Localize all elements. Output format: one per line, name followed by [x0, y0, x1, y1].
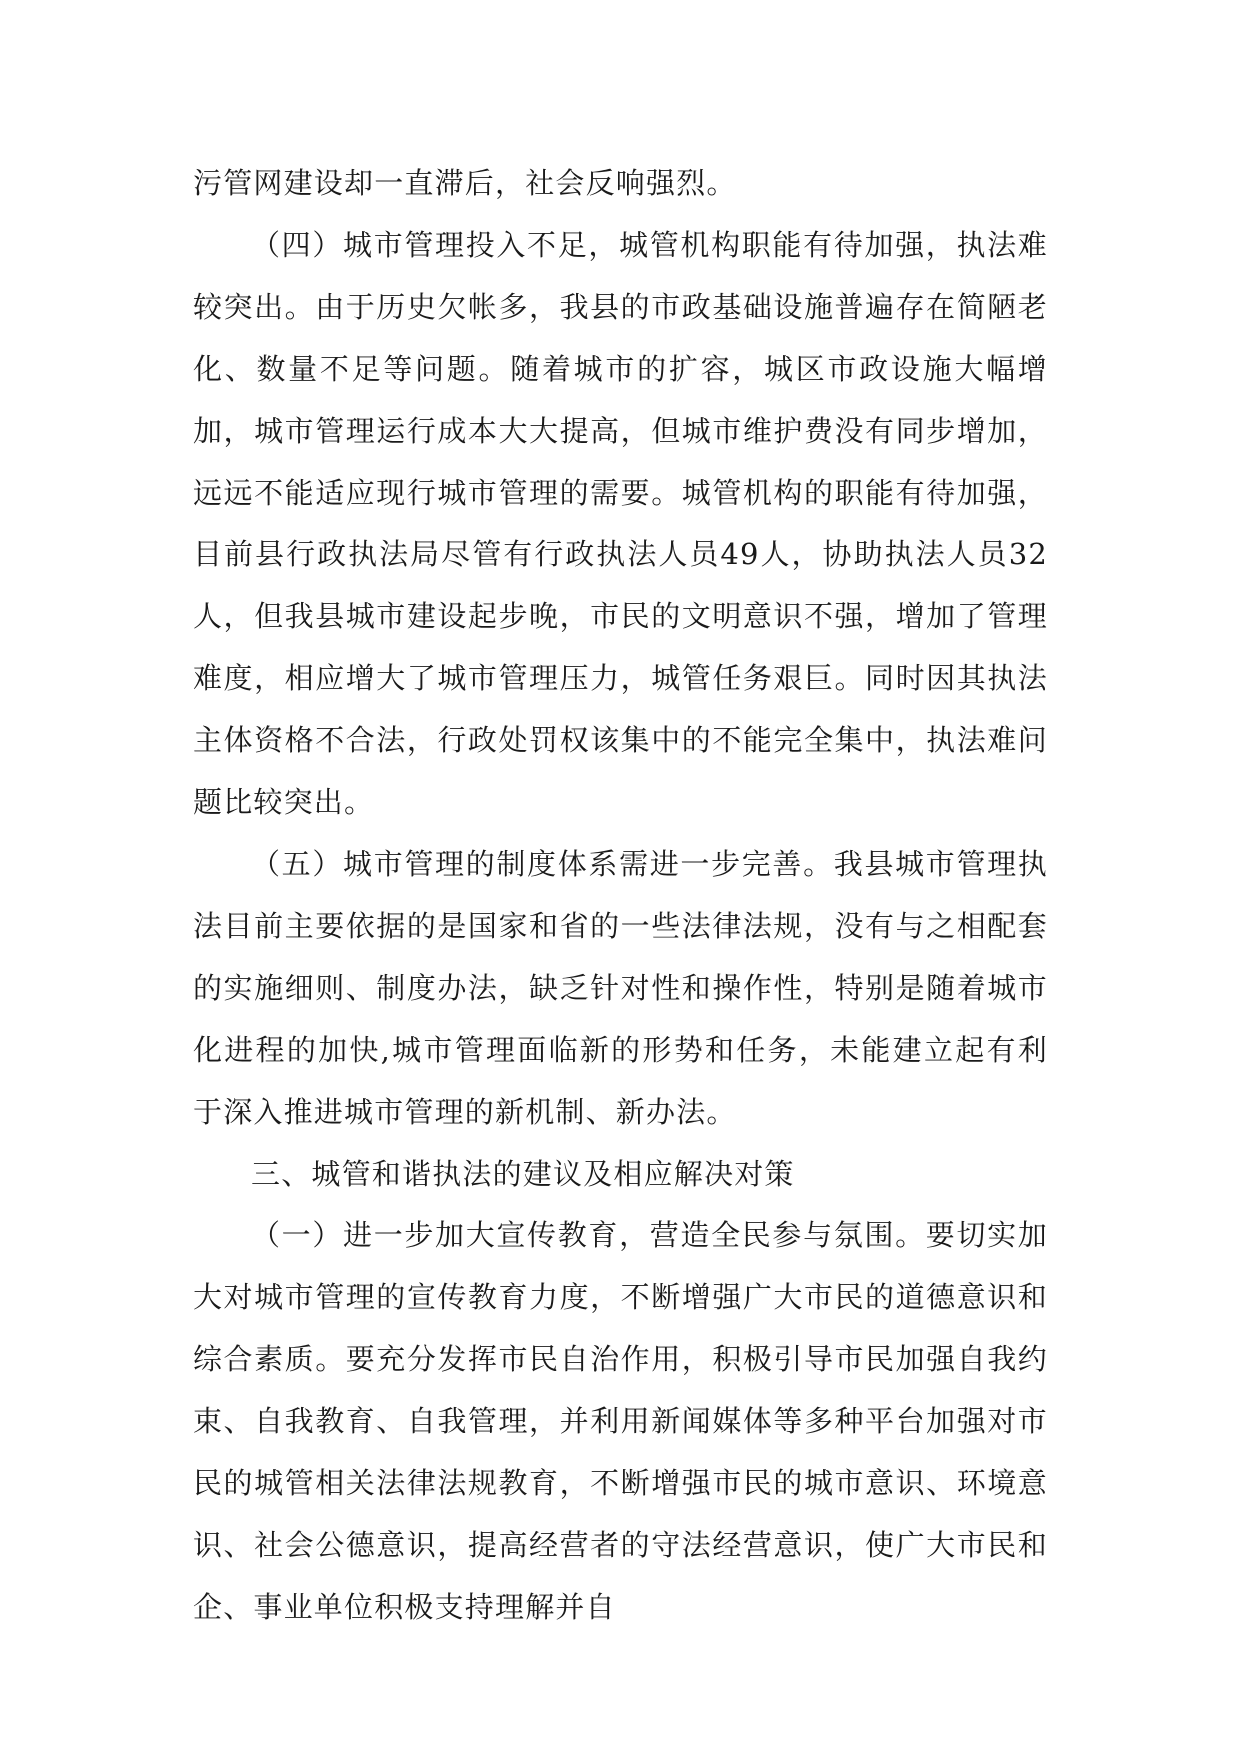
- document-body: [193, 153, 1048, 1639]
- paragraph-section-4: （四）城市管理投入不足，城管机构职能有待加强，执法难较突出。由于历史欠帐多，我县的市政基础设施普遍存在简陋老化、数量不足等问题。随着城市的扩容，城区市政设施大幅增加，城市管理运行成本大大提高，但城市维护费没有同步增加，远远不能适应现行城市管理的需要。城管机构的职能有待加强，目前县行政执法局尽管有行政执法人员49人，协助执法人员32人，但我县城市建设起步晚，市民的文明意识不强，增加了管理难度，相应增大了城市管理压力，城管任务艰巨。同时因其执法主体资格不合法，行政处罚权该集中的不能完全集中，执法难问题比较突出。: [193, 227, 1048, 820]
- paragraph-section-5: （五）城市管理的制度体系需进一步完善。我县城市管理执法目前主要依据的是国家和省的一些法律法规，没有与之相配套的实施细则、制度办法，缺乏针对性和操作性，特别是随着城市化进程的加快,城市管理面临新的形势和任务，未能建立起有利于深入推进城市管理的新机制、新办法。: [193, 846, 1048, 1129]
- paragraph-continuation: 污管网建设却一直滞后，社会反响强烈。: [193, 166, 737, 200]
- section-heading-3: 三、城管和谐执法的建议及相应解决对策: [251, 1156, 795, 1191]
- paragraph-subsection-1: （一）进一步加大宣传教育，营造全民参与氛围。要切实加大对城市管理的宣传教育力度，不断增强广大市民的道德意识和综合素质。要充分发挥市民自治作用，积极引导市民加强自我约束、自我教育、自我管理，并利用新闻媒体等多种平台加强对市民的城管相关法律法规教育，不断增强市民的城市意识、环境意识、社会公德意识，提高经营者的守法经营意识，使广大市民和企、事业单位积极支持理解并自: [193, 1218, 1048, 1624]
